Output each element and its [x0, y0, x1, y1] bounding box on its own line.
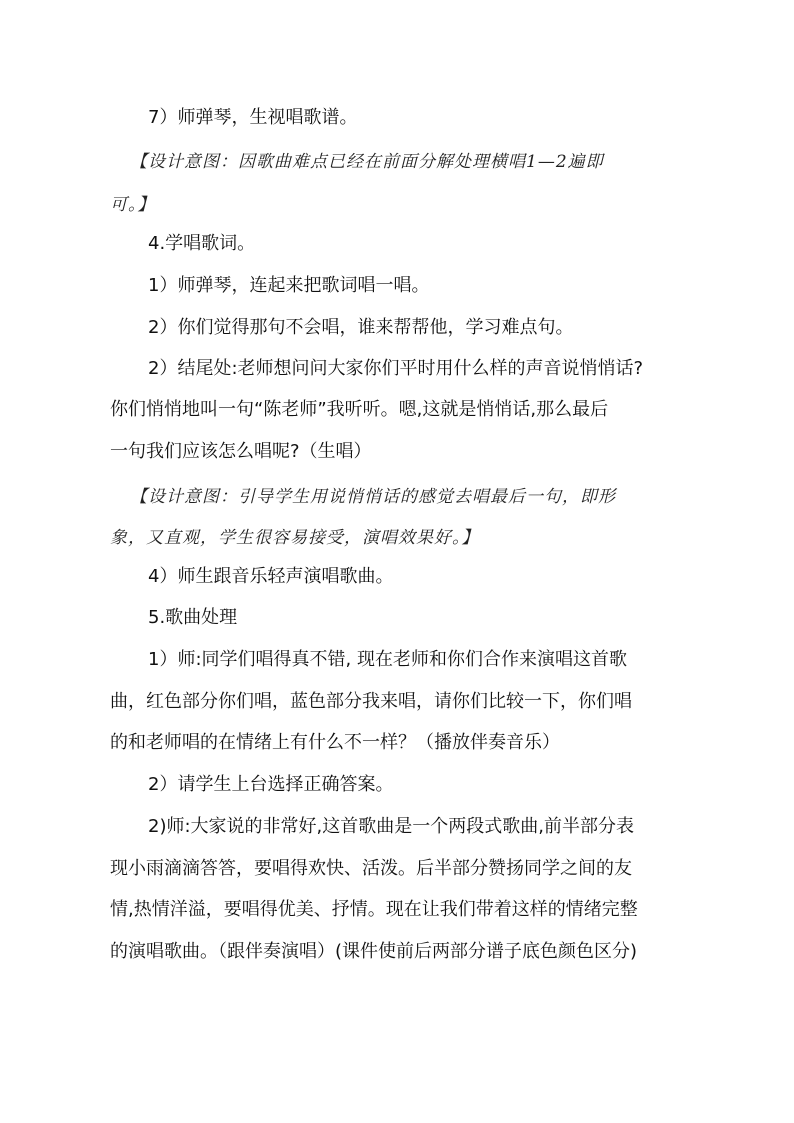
design-intent-2-line-2: 象，又直观，学生很容易接受，演唱效果好。】	[110, 528, 480, 548]
design-intent-2-line-1: 【设计意图：引导学生用说悄悄话的感觉去唱最后一句，即形	[130, 487, 616, 507]
processing-paragraph-2-line-3: 情,热情洋溢，要唱得优美、抒情。现在让我们带着这样的情绪完整	[110, 899, 638, 920]
design-intent-1-line-1: 【设计意图：因歌曲难点已经在前面分解处理横唱1—2遍即	[130, 152, 604, 172]
processing-paragraph-2-line-1: 2)师:大家说的非常好,这首歌曲是一个两段式歌曲,前半部分表	[148, 816, 634, 837]
ending-paragraph-line-2: 你们悄悄地叫一句“陈老师”我听听。嗯,这就是悄悄话,那么最后	[110, 399, 609, 420]
item-1-line: 1）师弹琴，连起来把歌词唱一唱。	[148, 275, 430, 296]
processing-item-2-line: 2）请学生上台选择正确答案。	[148, 774, 394, 795]
processing-paragraph-1-line-1: 1）师:同学们唱得真不错, 现在老师和你们合作来演唱这首歌	[148, 649, 627, 670]
processing-paragraph-1-line-3: 的和老师唱的在情绪上有什么不一样？（播放伴奏音乐）	[110, 732, 560, 753]
processing-paragraph-1-line-2: 曲，红色部分你们唱，蓝色部分我来唱，请你们比较一下，你们唱	[110, 691, 632, 712]
processing-paragraph-2-line-2: 现小雨滴滴答答，要唱得欢快、活泼。后半部分赞扬同学之间的友	[110, 858, 632, 879]
item-2-line: 2）你们觉得那句不会唱，谁来帮帮他，学习难点句。	[148, 317, 574, 338]
section-4-heading: 4.学唱歌词。	[148, 233, 256, 254]
processing-paragraph-2-line-4: 的演唱歌曲。（跟伴奏演唱）(课件使前后两部分谱子底色颜色区分)	[110, 941, 638, 962]
ending-paragraph-line-1: 2）结尾处:老师想问问大家你们平时用什么样的声音说悄悄话?	[148, 358, 644, 379]
ending-paragraph-line-3: 一句我们应该怎么唱呢?（生唱）	[110, 441, 372, 462]
item-4-line: 4）师生跟音乐轻声演唱歌曲。	[148, 566, 394, 587]
design-intent-1-line-2: 可。】	[110, 195, 156, 215]
step-7-line: 7）师弹琴，生视唱歌谱。	[148, 107, 358, 128]
section-5-heading: 5.歌曲处理	[148, 607, 238, 628]
